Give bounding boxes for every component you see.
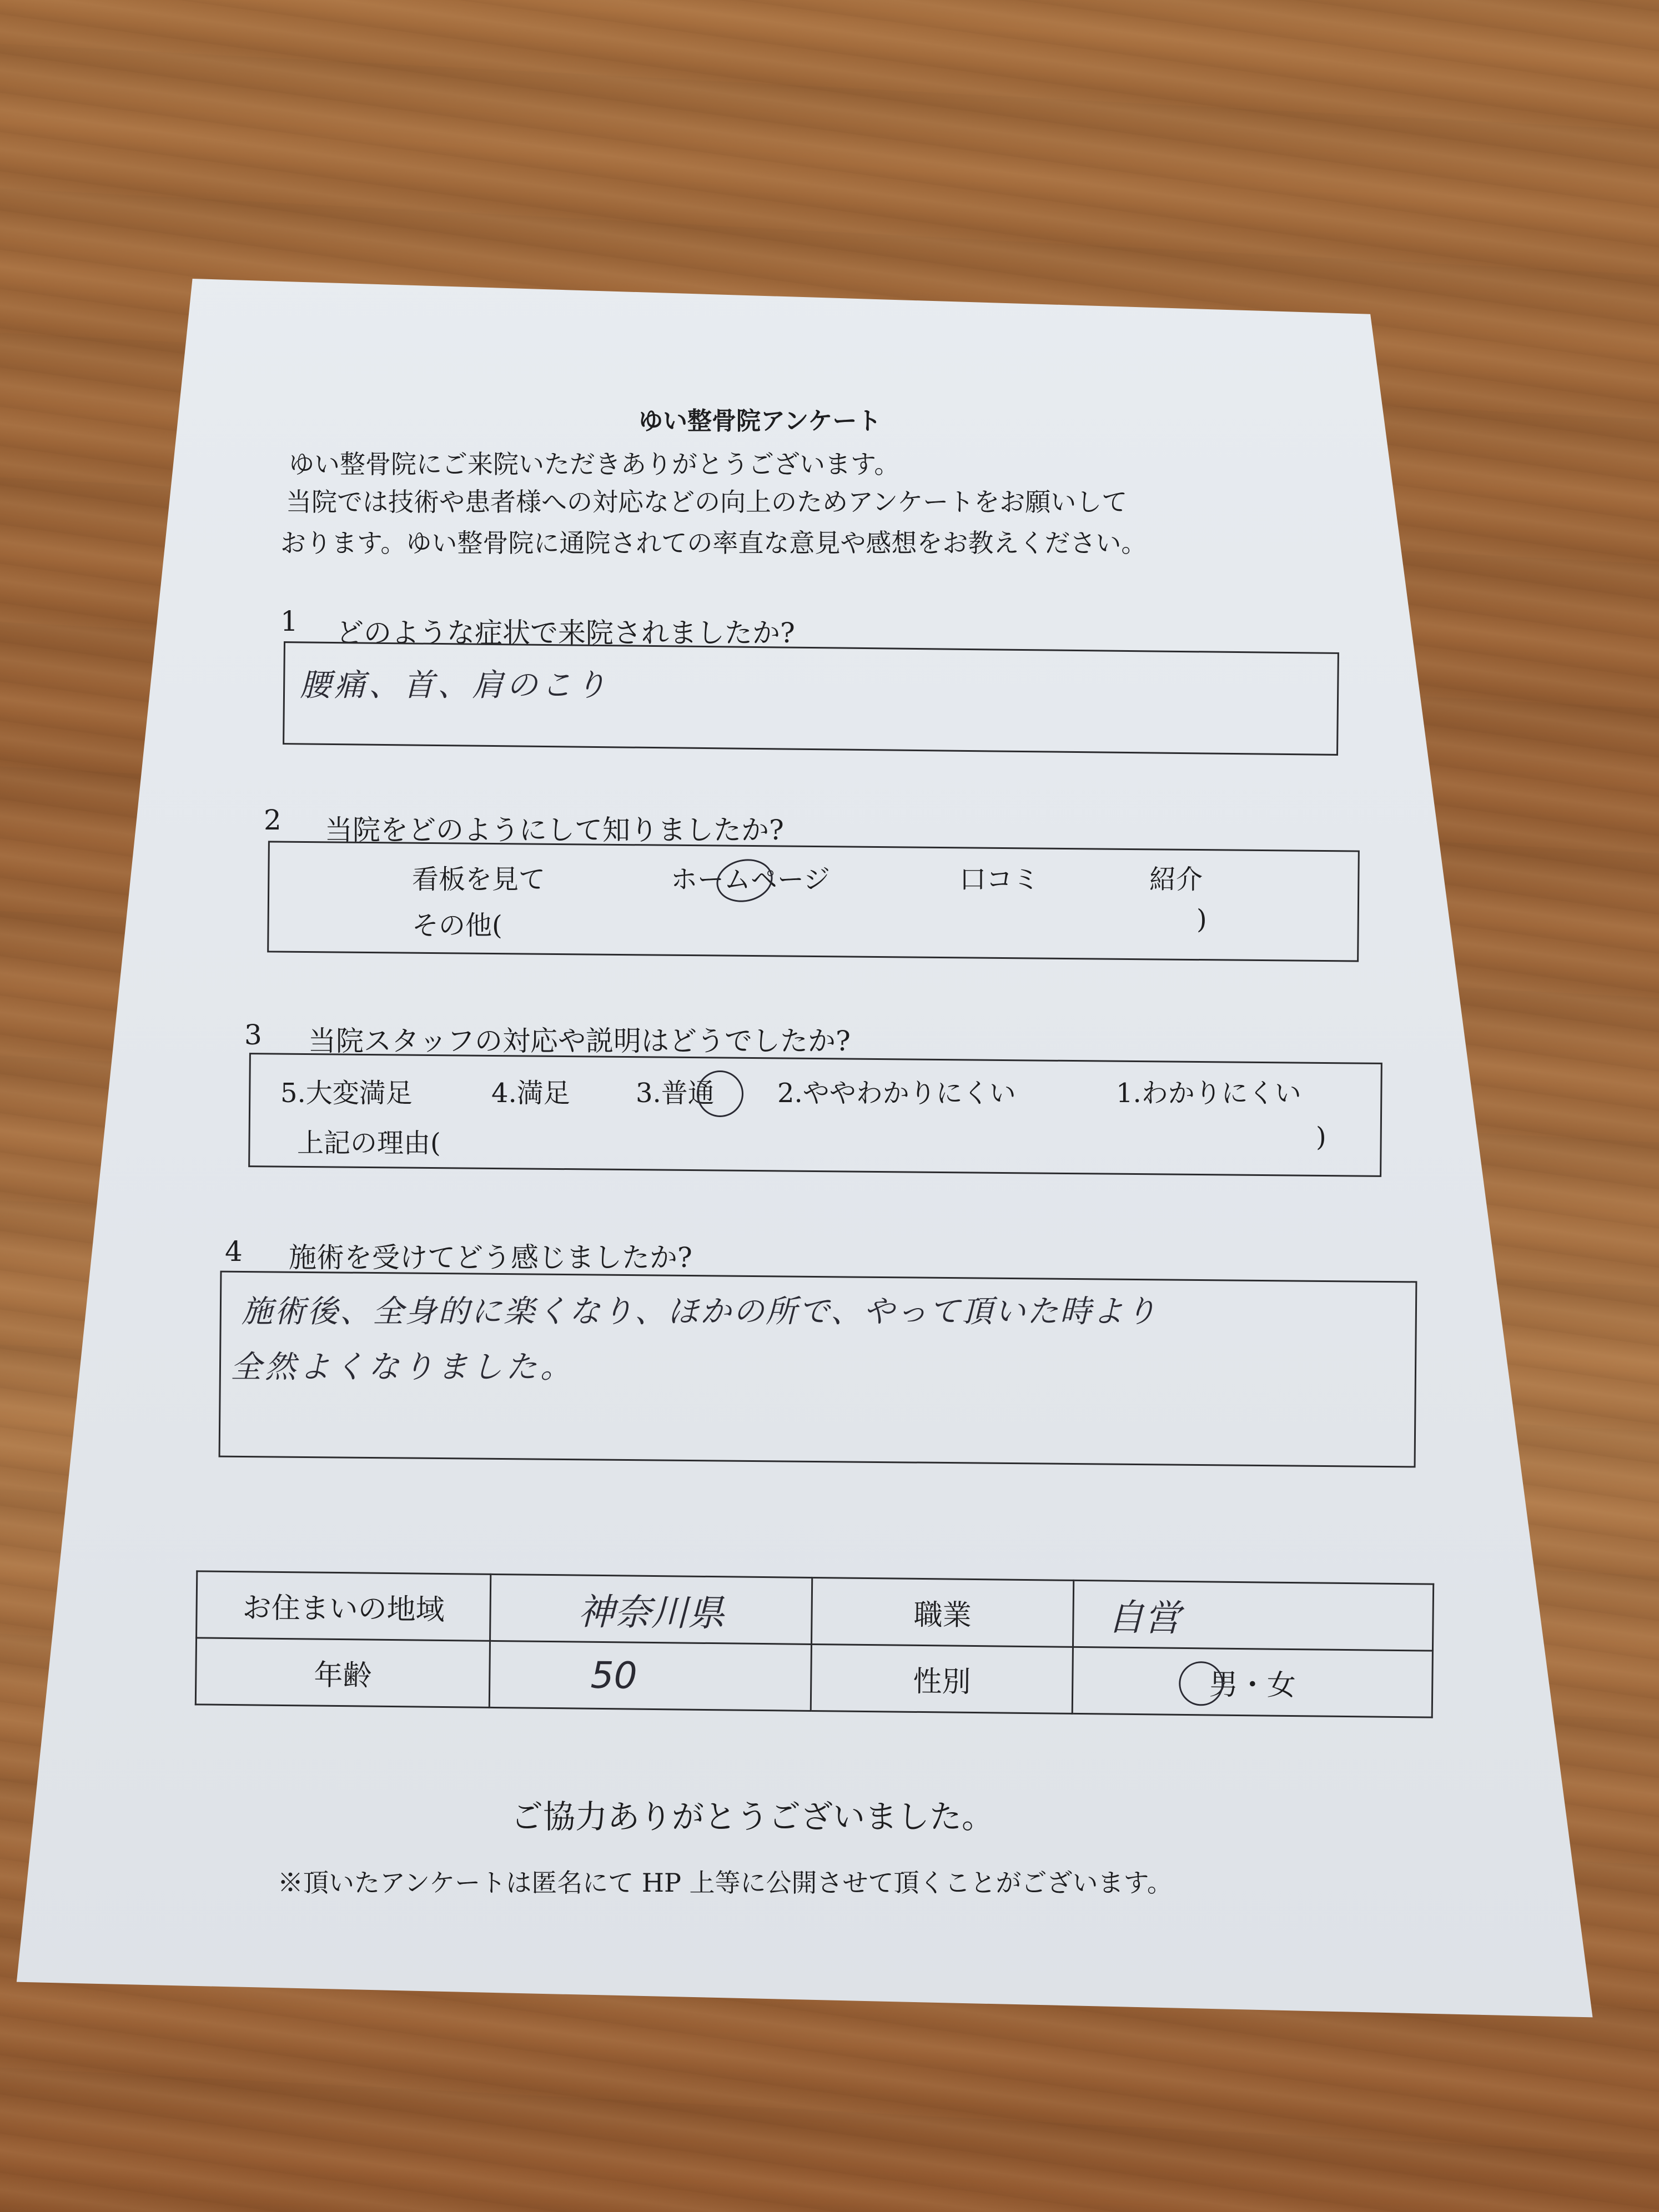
job-label: 職業 [812,1577,1074,1647]
q3-option-2: 2.ややわかりにくい [777,1078,1016,1109]
q1-question: どのような症状で来院されましたか? [336,617,795,649]
area-label: お住まいの地域 [197,1571,491,1641]
thanks-message: ご協力ありがとうございました。 [511,1798,994,1836]
age-label: 年齢 [195,1638,490,1708]
intro-line-3: おります。ゆい整骨院に通院されての率直な意見や感想をお教えください。 [280,528,1147,558]
area-value: 神奈川県 [490,1574,812,1644]
q3-selected-circle [697,1070,743,1117]
q2-other-close: ) [1197,904,1207,935]
intro-line-1: ゆい整骨院にご来院いただきありがとうございます。 [289,449,900,479]
publication-note: ※頂いたアンケートは匿名にて HP 上等に公開させて頂くことがございます。 [278,1868,1173,1898]
respondent-info-table [195,1570,1434,1718]
q4-number: 4 [225,1235,243,1268]
info-row-2 [195,1638,1432,1717]
job-value: 自営 [1073,1580,1434,1651]
q3-question: 当院スタッフの対応や説明はどうでしたか? [308,1025,851,1057]
q3-reason-label: 上記の理由( [297,1128,441,1159]
q3-option-4: 4.満足 [491,1078,570,1109]
q3-option-3: 3.普通 [636,1078,715,1109]
q3-option-5: 5.大変満足 [280,1078,413,1109]
sex-value-cell [1072,1647,1432,1717]
q4-answer-line-1: 施術後、全身的に楽くなり、ほかの所で、やって頂いた時より [242,1294,1158,1330]
q3-option-1: 1.わかりにくい [1116,1078,1301,1109]
q1-number: 1 [280,605,298,637]
q3-reason-close: ) [1316,1122,1326,1153]
q2-other-label: その他( [412,910,502,941]
q4-answer-line-2: 全然よくなりました。 [230,1349,575,1385]
sex-label: 性別 [811,1644,1073,1713]
intro-line-2: 当院では技術や患者様への対応などの向上のためアンケートをお願いして [286,487,1128,517]
q2-number: 2 [264,804,281,836]
sex-value: 男・女 [1209,1668,1296,1703]
q2-option-referral: 紹介 [1149,864,1203,895]
q4-question: 施術を受けてどう感じましたか? [289,1241,692,1274]
q2-option-word-of-mouth: 口コミ [959,864,1040,895]
q2-option-homepage: ホームページ [671,864,831,895]
q3-number: 3 [244,1019,262,1051]
q2-option-signboard: 看板を見て [412,864,546,895]
info-row-1 [197,1571,1434,1651]
q1-answer: 腰痛、首、肩のこり [300,667,610,703]
age-value: 50 [489,1641,811,1711]
survey-title: ゆい整骨院アンケート [639,407,882,435]
q2-question: 当院をどのようにして知りましたか? [325,814,784,846]
